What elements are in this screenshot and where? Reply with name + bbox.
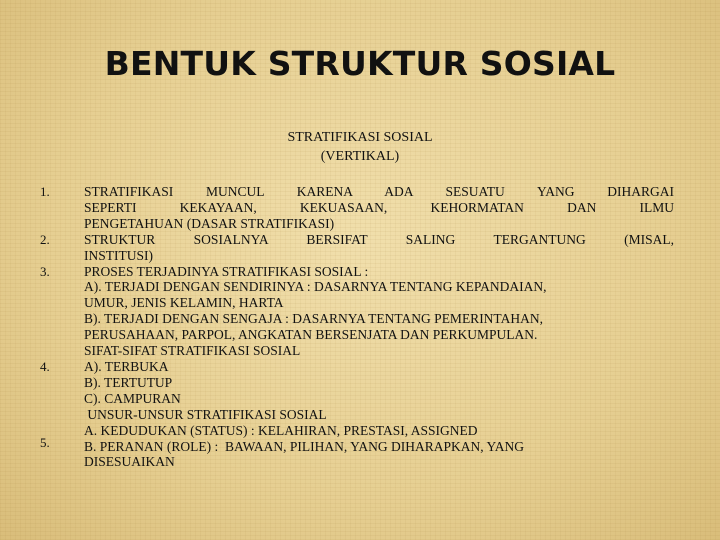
list-line: A). TERJADI DENGAN SENDIRINYA : DASARNYA TENTANG KEPANDAIAN,	[84, 279, 547, 295]
list-number: 3.	[40, 264, 50, 279]
subtitle-line: STRATIFIKASI SOSIAL	[287, 130, 433, 145]
list-line: A). TERBUKA	[84, 358, 169, 374]
subtitle-line: (VERTIKAL)	[320, 149, 400, 164]
list-line: UNSUR-UNSUR STRATIFIKASI SOSIAL	[84, 406, 327, 422]
list-line: PERUSAHAAN, PARPOL, ANGKATAN BERSENJATA DAN PERKUMPULAN.	[84, 327, 538, 343]
list-line: SEPERTI KEKAYAAN, KEKUASAAN, KEHORMATAN DAN ILMU	[84, 199, 674, 215]
list-line: C). CAMPURAN	[84, 390, 181, 406]
list-line: UMUR, JENIS KELAMIN, HARTA	[84, 295, 284, 311]
list-line: INSTITUSI)	[84, 247, 153, 263]
list-line: DISESUAIKAN	[84, 454, 175, 470]
list-line: B. PERANAN (ROLE) : BAWAAN, PILIHAN, YANG DIHARAPKAN, YANG	[84, 438, 525, 454]
list-content	[84, 184, 674, 470]
list-number: 2.	[40, 232, 50, 247]
list-number: 5.	[40, 435, 50, 450]
list-line: PENGETAHUAN (DASAR STRATIFIKASI)	[84, 215, 335, 231]
list-number: 1.	[40, 184, 50, 199]
list-line: PROSES TERJADINYA STRATIFIKASI SOSIAL :	[84, 263, 369, 279]
slide-subtitle	[0, 128, 720, 166]
list-number: 4.	[40, 359, 50, 374]
list-line: SIFAT-SIFAT STRATIFIKASI SOSIAL	[84, 343, 301, 359]
list-line: STRATIFIKASI MUNCUL KARENA ADA SESUATU YANG DIHARGAI	[84, 184, 674, 199]
list-line: A. KEDUDUKAN (STATUS) : KELAHIRAN, PRESTASI, ASSIGNED	[84, 422, 478, 438]
list-line: STRUKTUR SOSIALNYA BERSIFAT SALING TERGANTUNG (MISAL,	[84, 231, 674, 247]
list-line: B). TERJADI DENGAN SENGAJA : DASARNYA TENTANG PEMERINTAHAN,	[84, 311, 543, 327]
list-line: B). TERTUTUP	[84, 374, 173, 390]
slide-title: BENTUK STRUKTUR SOSIAL	[104, 44, 616, 83]
